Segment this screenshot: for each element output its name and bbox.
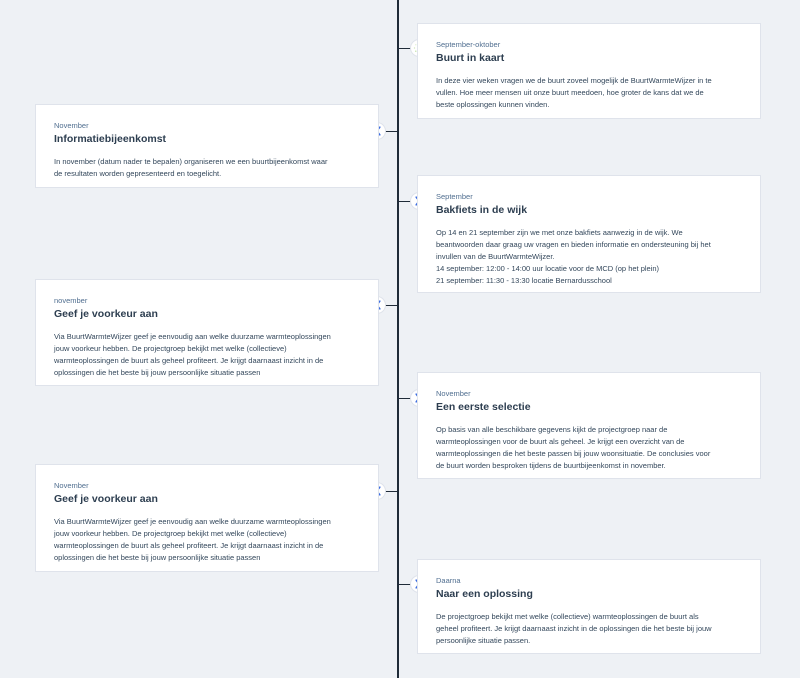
card-title: Informatiebijeenkomst: [54, 133, 167, 145]
card-body-line: vullen. Hoe meer mensen uit onze buurt meedoen, hoe groter de kans dat we de: [436, 87, 704, 97]
card-body-line: warmteoplossingen de buurt als geheel profiteert. Je krijgt daarnaast inzicht in de: [54, 355, 324, 365]
card-body-line: 14 september: 12:00 - 14:00 uur locatie voor de MCD (op het plein): [436, 263, 660, 273]
card-title: Bakfiets in de wijk: [436, 204, 528, 216]
card-body-line: jouw voorkeur hebben. De projectgroep bekijkt met welke (collectieve): [54, 528, 287, 538]
card-body-line: geheel profiteert. Je krijgt daarnaast inzicht in de oplossingen die het beste bij jouw: [436, 623, 712, 633]
card-body-line: warmteoplossingen die het beste passen bij jouw woonsituatie. De conclusies voor: [436, 448, 711, 458]
card-body-line: persoonlijke situatie passen.: [436, 635, 531, 645]
card-body: [436, 424, 742, 472]
card-body-line: oplossingen die het beste bij jouw persoonlijke situatie passen: [54, 552, 261, 562]
card-body-line: invullen van de BuurtWarmteWijzer.: [436, 251, 555, 261]
card-body: [436, 227, 742, 287]
card-title: Geef je voorkeur aan: [54, 493, 158, 505]
card-body-line: Via BuurtWarmteWijzer geef je eenvoudig aan welke duurzame warmteoplossingen: [54, 516, 331, 526]
card-body-line: de resultaten worden gepresenteerd en toegelicht.: [54, 168, 222, 178]
card-body-line: jouw voorkeur hebben. De projectgroep bekijkt met welke (collectieve): [54, 343, 287, 353]
card-body: [436, 75, 742, 111]
card-body-line: Op 14 en 21 september zijn we met onze bakfiets aanwezig in de wijk. We: [436, 227, 683, 237]
card-body-line: Via BuurtWarmteWijzer geef je eenvoudig aan welke duurzame warmteoplossingen: [54, 331, 331, 341]
card-body-line: oplossingen die het beste bij jouw persoonlijke situatie passen: [54, 367, 261, 377]
card-title: Buurt in kaart: [436, 52, 505, 64]
card-period: November: [54, 481, 89, 490]
card-body-line: beantwoorden daar graag uw vragen en bieden informatie en ondersteuning bij het: [436, 239, 711, 249]
card-period: September-oktober: [436, 40, 501, 49]
card-period: November: [436, 389, 471, 398]
timeline-card: [35, 279, 379, 386]
timeline-card: [417, 372, 761, 479]
card-body-line: beste oplossingen kunnen vinden.: [436, 99, 550, 109]
timeline-card: [35, 104, 379, 188]
card-period: november: [54, 296, 88, 305]
timeline-card: [417, 23, 761, 119]
timeline-card: [35, 464, 379, 572]
card-title: Geef je voorkeur aan: [54, 308, 158, 320]
card-body-line: warmteoplossingen voor de buurt als geheel. Je krijgt een overzicht van de: [436, 436, 685, 446]
card-title: Een eerste selectie: [436, 401, 531, 413]
card-body: [54, 156, 360, 180]
card-body: [54, 331, 360, 379]
card-body-line: de buurt worden besproken tijdens de buurtbijeenkomst in november.: [436, 460, 666, 470]
card-body: [54, 516, 360, 564]
card-period: Daarna: [436, 576, 461, 585]
card-title: Naar een oplossing: [436, 588, 533, 600]
card-period: September: [436, 192, 473, 201]
card-body-line: Op basis van alle beschikbare gegevens kijkt de projectgroep naar de: [436, 424, 668, 434]
timeline-axis: [397, 0, 399, 678]
card-body-line: In november (datum nader te bepalen) organiseren we een buurtbijeenkomst waar: [54, 156, 328, 166]
timeline-card: [417, 559, 761, 654]
timeline-card: [417, 175, 761, 293]
card-period: November: [54, 121, 89, 130]
card-body: [436, 611, 742, 647]
card-body-line: De projectgroep bekijkt met welke (collectieve) warmteoplossingen de buurt als: [436, 611, 699, 621]
card-body-line: 21 september: 11:30 - 13:30 locatie Bernardusschool: [436, 275, 612, 285]
card-body-line: warmteoplossingen de buurt als geheel profiteert. Je krijgt daarnaast inzicht in de: [54, 540, 324, 550]
card-body-line: In deze vier weken vragen we de buurt zoveel mogelijk de BuurtWarmteWijzer in te: [436, 75, 712, 85]
